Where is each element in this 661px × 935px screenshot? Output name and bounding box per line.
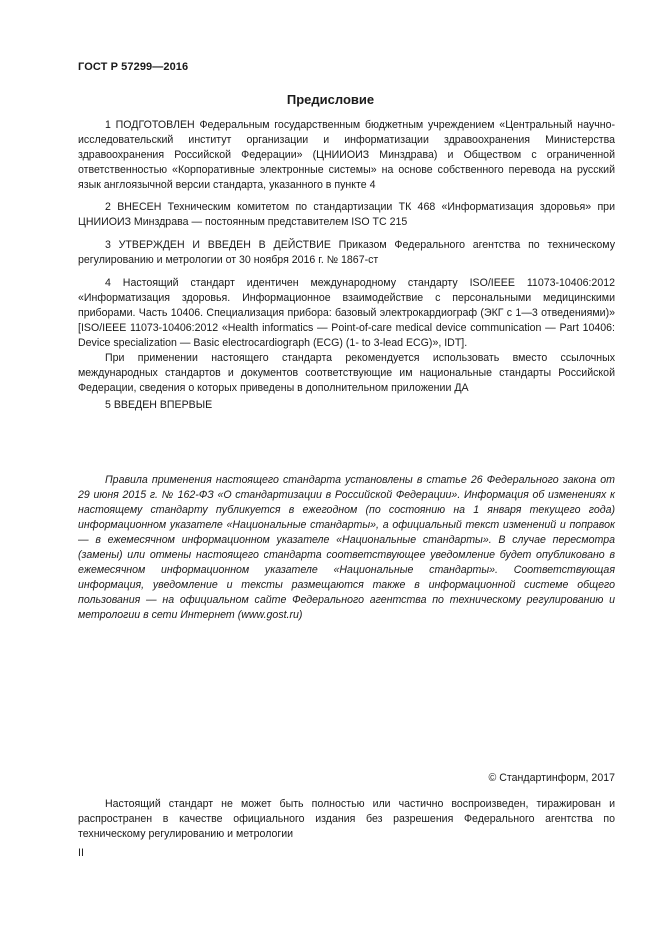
preface-paragraph: 4 Настоящий стандарт идентичен международному стандарту ISO/IEEE 11073-10406:2012 «Информатизация здоровья. Информационное взаимодействие с персональными медицинскими приборами. Часть 10406. Специализация прибора: базовый электрокардиограф (ЭКГ с 1—3 отведениями)» [ISO/IEEE 11073-10406:2012 «Health informatics — Point-of-care medical device communication — Part 10406: Device specialization — Basic electrocardiograph (ECG) (1- to 3-lead ECG)», IDT]. xyxy=(78,277,615,349)
notice-paragraph: Настоящий стандарт не может быть полностью или частично воспроизведен, тиражирован и распространен в качестве официального издания без разрешения Федерального агентства по техническому регулированию и метрологии xyxy=(78,798,615,840)
preface-paragraph: При применении настоящего стандарта рекомендуется использовать вместо ссылочных международных стандартов и документов соответствующие им национальные стандарты Российской Федерации, сведения о которых приведены в дополнительном приложении ДА xyxy=(78,352,615,394)
rules-notice xyxy=(78,473,615,623)
standard-code: ГОСТ Р 57299—2016 xyxy=(78,61,189,73)
preface-item-2 xyxy=(78,200,615,230)
preface-paragraph: 2 ВНЕСЕН Техническим комитетом по стандартизации ТК 468 «Информатизация здоровья» при ЦНИИОИЗ Минздрава — постоянным представителем ISO ТС 215 xyxy=(78,201,615,228)
preface-item-3 xyxy=(78,238,615,268)
preface-item-5 xyxy=(78,398,615,413)
preface-item-4 xyxy=(78,276,615,396)
preface-paragraph: 5 ВВЕДЕН ВПЕРВЫЕ xyxy=(105,399,213,411)
notice-paragraph: Правила применения настоящего стандарта установлены в статье 26 Федерального закона от 29 июня 2015 г. № 162-ФЗ «О стандартизации в Российской Федерации». Информация об изменениях к настоящему стандарту публикуется в ежегодном (по состоянию на 1 января текущего года) информационном указателе «Национальные стандарты», а официальный текст изменений и поправок — в ежемесячном информационном указателе «Национальные стандарты». В случае пересмотра (замены) или отмены настоящего стандарта соответствующее уведомление будет опубликовано в ежемесячном информационном указателе «Национальные стандарты». Соответствующая информация, уведомление и тексты размещаются также в информационной системе общего пользования — на официальном сайте Федерального агентства по техническому регулированию и метрологии в сети Интернет (www.gost.ru) xyxy=(78,474,615,621)
reproduction-notice xyxy=(78,797,615,842)
page-number: II xyxy=(78,847,84,859)
copyright: © Стандартинформ, 2017 xyxy=(488,772,615,784)
preface-title: Предисловие xyxy=(286,92,375,107)
preface-paragraph: 1 ПОДГОТОВЛЕН Федеральным государственным бюджетным учреждением «Центральный научно-исследовательский институт организации и информатизации здравоохранения Министерства здравоохранения Российской Федерации» (ЦНИИОИЗ Минздрава) и Обществом с ограниченной ответственностью «Корпоративные электронные системы» на основе собственного перевода на русский язык англоязычной версии стандарта, указанного в пункте 4 xyxy=(78,119,615,191)
preface-paragraph: 3 УТВЕРЖДЕН И ВВЕДЕН В ДЕЙСТВИЕ Приказом Федерального агентства по техническому регулированию и метрологии от 30 ноября 2016 г. № 1867-ст xyxy=(78,239,615,266)
preface-item-1 xyxy=(78,118,615,193)
